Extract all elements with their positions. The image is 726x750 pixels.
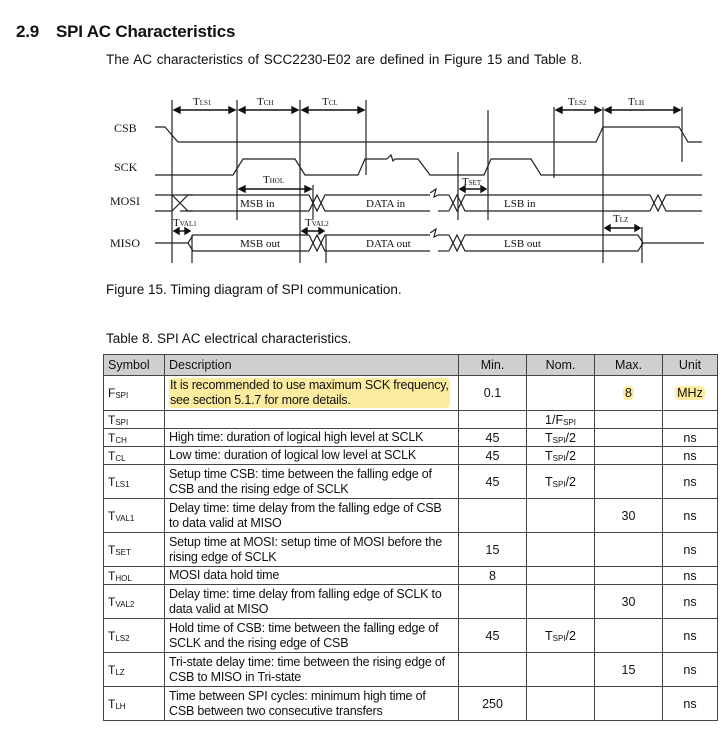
header-description: Description — [165, 355, 459, 376]
cell-min — [459, 567, 527, 585]
desc-line-2: see section 5.1.7 for more details. — [170, 393, 351, 407]
cell-nom — [527, 653, 595, 687]
table-row — [104, 585, 718, 619]
symbol-subscript: SET — [115, 547, 131, 557]
symbol-base: T — [108, 542, 116, 557]
min-value: 15 — [485, 542, 500, 557]
table-row — [104, 533, 718, 567]
cell-unit — [663, 429, 718, 447]
desc-line-2: rising edge of SCLK — [169, 549, 277, 564]
cell-description — [165, 533, 459, 567]
cell-min — [459, 429, 527, 447]
cell-symbol — [104, 585, 165, 619]
label-tls1: TLS1 — [193, 96, 212, 108]
label-data-out: DATA out — [366, 238, 411, 250]
cell-description — [165, 585, 459, 619]
cell-symbol — [104, 429, 165, 447]
desc-line-2: CSB between two consecutive transfers — [169, 703, 383, 718]
section-heading — [16, 22, 235, 42]
symbol-base: F — [108, 386, 116, 400]
unit-value: ns — [683, 508, 697, 523]
cell-symbol — [104, 499, 165, 533]
desc-line-1: Setup time at MOSI: setup time of MOSI before the — [169, 534, 442, 549]
cell-nom — [527, 499, 595, 533]
cell-max — [595, 499, 663, 533]
label-lsb-in: LSB in — [504, 198, 536, 210]
label-tset: TSET — [462, 176, 482, 188]
cell-nom — [527, 411, 595, 429]
table-row — [104, 429, 718, 447]
cell-max — [595, 687, 663, 721]
nom-tail: /2 — [565, 430, 576, 445]
cell-nom — [527, 687, 595, 721]
cell-min — [459, 411, 527, 429]
cell-unit — [663, 687, 718, 721]
cell-symbol — [104, 687, 165, 721]
section-title: SPI AC Characteristics — [56, 22, 236, 41]
symbol-subscript: LH — [115, 701, 126, 711]
cell-min — [459, 585, 527, 619]
cell-max — [595, 465, 663, 499]
cell-symbol — [104, 447, 165, 465]
intro-paragraph: The AC characteristics of SCC2230-E02 are defined in Figure 15 and Table 8. — [106, 52, 583, 67]
cell-max — [595, 619, 663, 653]
cell-description — [165, 687, 459, 721]
nom-value: T — [545, 474, 553, 489]
header-min: Min. — [459, 355, 527, 376]
nom-subscript: SPI — [552, 453, 566, 463]
table-header-row — [104, 355, 718, 376]
nom-tail: /2 — [565, 448, 576, 463]
desc-line-1: Setup time CSB: time between the falling edge of — [169, 466, 432, 481]
timing-diagram-svg — [100, 85, 726, 265]
min-value: 45 — [485, 448, 500, 463]
desc-line-1: Tri-state delay time: time between the rising edge of — [169, 654, 445, 669]
label-lsb-out: LSB out — [504, 238, 541, 250]
signal-label-sck: SCK — [114, 160, 138, 174]
section-number: 2.9 — [16, 22, 40, 41]
nom-subscript: SPI — [552, 633, 566, 643]
cell-symbol — [104, 465, 165, 499]
nom-subscript: SPI — [563, 417, 576, 427]
label-data-in: DATA in — [366, 198, 406, 210]
symbol-subscript: VAL1 — [115, 513, 135, 523]
cell-unit — [663, 619, 718, 653]
cell-unit — [663, 376, 718, 411]
cell-min — [459, 465, 527, 499]
cell-unit — [663, 411, 718, 429]
nom-value: T — [545, 430, 553, 445]
cell-unit — [663, 447, 718, 465]
label-tcl: TCL — [322, 96, 338, 108]
cell-max — [595, 376, 663, 411]
label-tval1: TVAL1 — [173, 217, 197, 229]
table-caption: Table 8. SPI AC electrical characteristics. — [106, 331, 352, 346]
cell-unit — [663, 567, 718, 585]
cell-min — [459, 447, 527, 465]
nom-subscript: SPI — [552, 479, 566, 489]
nom-subscript: SPI — [552, 435, 566, 445]
cell-unit — [663, 533, 718, 567]
label-msb-out: MSB out — [240, 238, 281, 250]
cell-description — [165, 567, 459, 585]
header-nom: Nom. — [527, 355, 595, 376]
unit-value: ns — [683, 696, 697, 711]
unit-value: ns — [683, 430, 697, 445]
desc-line-1: High time: duration of logical high level at SCLK — [169, 430, 424, 444]
sck-waveform-1 — [155, 159, 387, 175]
unit-value: ns — [683, 448, 697, 463]
max-value: 30 — [621, 508, 636, 523]
cell-description — [165, 465, 459, 499]
cell-description — [165, 619, 459, 653]
nom-tail: /2 — [565, 628, 576, 643]
nom-value: T — [545, 628, 553, 643]
min-value: 45 — [485, 430, 500, 445]
unit-value: ns — [683, 662, 697, 677]
symbol-base: T — [108, 474, 116, 489]
symbol-subscript: SPI — [115, 391, 129, 400]
cell-max — [595, 585, 663, 619]
cell-max — [595, 429, 663, 447]
unit-value: ns — [683, 628, 697, 643]
table-row — [104, 619, 718, 653]
cell-max — [595, 411, 663, 429]
table-row — [104, 465, 718, 499]
nom-value: T — [545, 448, 553, 463]
cell-nom — [527, 376, 595, 411]
desc-line-2: data valid at MISO — [169, 601, 269, 616]
cell-min — [459, 533, 527, 567]
symbol-base: T — [108, 508, 116, 523]
max-value: 15 — [621, 662, 636, 677]
min-value: 250 — [482, 696, 503, 711]
header-max: Max. — [595, 355, 663, 376]
cell-symbol — [104, 619, 165, 653]
nom-tail: /2 — [565, 474, 576, 489]
desc-line-1: It is recommended to use maximum SCK frequency, — [170, 378, 449, 392]
signal-label-mosi: MOSI — [110, 194, 141, 208]
symbol-subscript: LS2 — [115, 633, 130, 643]
unit-value: MHz — [677, 386, 703, 400]
desc-line-1: Delay time: time delay from the falling edge of CSB — [169, 500, 442, 515]
symbol-subscript: HOL — [115, 573, 132, 583]
cell-description — [165, 376, 459, 411]
figure-caption: Figure 15. Timing diagram of SPI communication. — [106, 282, 402, 297]
cell-max — [595, 653, 663, 687]
label-tls2: TLS2 — [568, 96, 587, 108]
desc-line-2: to data valid at MISO — [169, 515, 282, 530]
symbol-subscript: SPI — [115, 417, 129, 427]
symbol-base: T — [108, 448, 116, 463]
table-row — [104, 411, 718, 429]
unit-value: ns — [683, 594, 697, 609]
cell-description — [165, 653, 459, 687]
cell-symbol — [104, 653, 165, 687]
symbol-subscript: CH — [115, 435, 127, 445]
desc-line-1: Hold time of CSB: time between the falling edge of — [169, 620, 439, 635]
cell-symbol — [104, 376, 165, 411]
table-row — [104, 499, 718, 533]
symbol-base: T — [108, 696, 116, 711]
cell-min — [459, 619, 527, 653]
table-row — [104, 653, 718, 687]
label-tlz: TLZ — [613, 213, 629, 225]
min-value: 45 — [485, 474, 500, 489]
cell-unit — [663, 465, 718, 499]
cell-nom — [527, 567, 595, 585]
cell-symbol — [104, 567, 165, 585]
cell-max — [595, 533, 663, 567]
desc-line-2: CSB to MISO in Tri-state — [169, 669, 302, 684]
max-value: 30 — [621, 594, 636, 609]
cell-unit — [663, 653, 718, 687]
symbol-base: T — [108, 568, 116, 583]
table-row — [104, 687, 718, 721]
symbol-subscript: LZ — [115, 667, 125, 677]
table-row — [104, 567, 718, 585]
desc-line-2: SCLK and the rising edge of CSB — [169, 635, 349, 650]
symbol-subscript: LS1 — [115, 479, 130, 489]
symbol-subscript: CL — [115, 453, 126, 463]
label-tch: TCH — [257, 96, 274, 108]
header-unit: Unit — [663, 355, 718, 376]
cell-description — [165, 411, 459, 429]
cell-description — [165, 499, 459, 533]
symbol-base: T — [108, 412, 116, 427]
cell-min — [459, 653, 527, 687]
symbol-base: T — [108, 594, 116, 609]
max-value: 8 — [625, 386, 632, 400]
symbol-base: T — [108, 628, 116, 643]
cell-nom — [527, 619, 595, 653]
cell-min — [459, 499, 527, 533]
cell-nom — [527, 585, 595, 619]
cell-max — [595, 447, 663, 465]
desc-line-1: MOSI data hold time — [169, 568, 280, 582]
min-value: 45 — [485, 628, 500, 643]
unit-value: ns — [683, 542, 697, 557]
unit-value: ns — [683, 568, 697, 583]
symbol-base: T — [108, 662, 116, 677]
label-tlh: TLH — [628, 96, 645, 108]
label-tval2: TVAL2 — [305, 217, 329, 229]
label-msb-in: MSB in — [240, 198, 275, 210]
signal-label-csb: CSB — [114, 121, 137, 135]
cell-symbol — [104, 533, 165, 567]
cell-nom — [527, 465, 595, 499]
table-row — [104, 447, 718, 465]
timing-diagram — [100, 85, 726, 265]
cell-description — [165, 429, 459, 447]
unit-value: ns — [683, 474, 697, 489]
symbol-base: T — [108, 430, 116, 445]
min-value: 0.1 — [483, 386, 502, 400]
signal-label-miso: MISO — [110, 236, 141, 250]
table-row — [104, 376, 718, 411]
cell-nom — [527, 447, 595, 465]
sck-waveform-2 — [387, 155, 702, 175]
cell-symbol — [104, 411, 165, 429]
min-value: 8 — [489, 568, 496, 583]
cell-max — [595, 567, 663, 585]
cell-nom — [527, 533, 595, 567]
desc-line-1: Low time: duration of logical low level at SCLK — [169, 448, 416, 462]
cell-description — [165, 447, 459, 465]
label-thol: THOL — [263, 174, 285, 186]
cell-min — [459, 376, 527, 411]
cell-unit — [663, 499, 718, 533]
cell-min — [459, 687, 527, 721]
desc-line-1: Time between SPI cycles: minimum high time of — [169, 688, 426, 703]
cell-nom — [527, 429, 595, 447]
symbol-subscript: VAL2 — [115, 599, 135, 609]
spi-ac-table — [103, 354, 718, 721]
nom-value: 1/F — [545, 412, 564, 427]
desc-line-2: CSB and the rising edge of SCLK — [169, 481, 349, 496]
desc-line-1: Delay time: time delay from falling edge of SCLK to — [169, 586, 442, 601]
cell-unit — [663, 585, 718, 619]
highlighted-note — [169, 378, 450, 408]
header-symbol: Symbol — [104, 355, 165, 376]
